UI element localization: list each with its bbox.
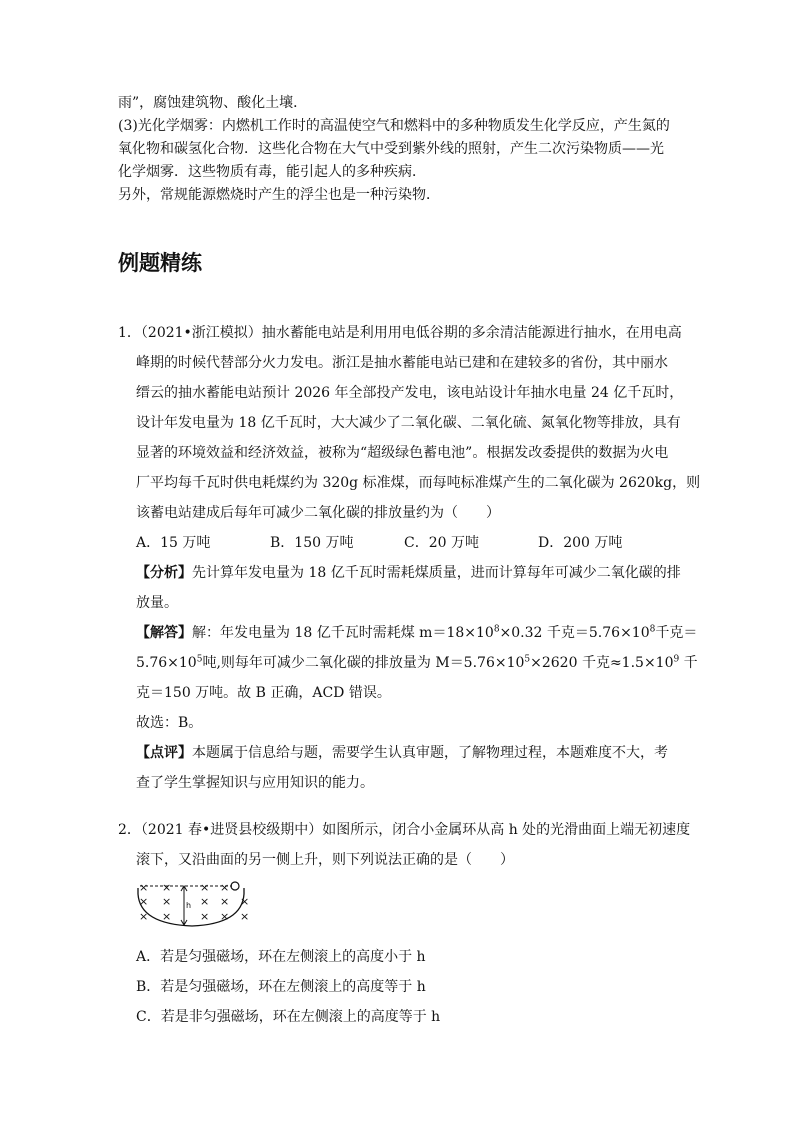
field-cross: ×: [200, 881, 210, 894]
answer-text: 解：年发电量为 18 亿千瓦时需耗煤 m＝18×10: [192, 625, 494, 641]
question-2-choices: [118, 942, 678, 1032]
field-cross: ×: [200, 910, 210, 923]
choose-line: 故选：B。: [136, 715, 203, 731]
comment-text: 本题属于信息给与题，需要学生认真审题，了解物理过程，本题难度不大，考: [192, 745, 668, 761]
answer-text: 千克＝: [655, 625, 698, 641]
field-cross: ×: [139, 881, 149, 894]
question-line: 该蓄电站建成后每年可减少二氧化碳的排放量约为（ ）: [136, 505, 500, 521]
field-cross: ×: [139, 910, 149, 923]
answer-line: 克＝150 万吨。故 B 正确，ACD 错误。: [136, 685, 391, 701]
analysis-text: 先计算年发电量为 18 亿千瓦时需耗煤质量，进而计算每年可减少二氧化碳的排: [192, 565, 681, 581]
option-d: D．200 万吨: [538, 535, 623, 551]
field-cross: ×: [200, 895, 210, 908]
field-cross: ×: [139, 895, 149, 908]
field-cross: ×: [240, 895, 250, 908]
exponent: 5: [196, 654, 203, 665]
answer-text: 吨,则每年可减少二氧化碳的排放量为 M＝5.76×10: [202, 655, 525, 671]
answer-text: 千: [679, 655, 698, 671]
section-title: 例题精练: [118, 251, 202, 275]
analysis-tag: 【分析】: [136, 565, 192, 581]
comment-tag: 【点评】: [136, 745, 192, 761]
choice-a: A．若是匀强磁场，环在左侧滚上的高度小于 h: [136, 949, 426, 965]
metal-ring: [231, 882, 239, 890]
field-cross: ×: [162, 881, 172, 894]
intro-text: [118, 92, 678, 207]
question-line: 设计年发电量为 18 亿千瓦时，大大减少了二氧化碳、二氧化硫、氮氧化物等排放，具有: [136, 415, 681, 431]
comment-line: [118, 738, 678, 768]
answer-line: [118, 648, 698, 678]
option-a: A．15 万吨: [136, 535, 211, 551]
field-cross: ×: [220, 895, 230, 908]
question-line: 厂平均每千瓦时供电耗煤约为 320g 标准煤，而每吨标准煤产生的二氧化碳为 2620kg，则: [136, 475, 701, 491]
question-line: 1．（2021•浙江模拟）抽水蓄能电站是利用用电低谷期的多余清洁能源进行抽水，在用电高: [118, 325, 682, 341]
analysis-line: 放量。: [136, 595, 178, 611]
option-c: C．20 万吨: [404, 535, 479, 551]
magnetic-field-figure: [136, 880, 256, 934]
answer-text: 5.76×10: [136, 655, 197, 671]
answer-text: ×2620 千克≈1.5×10: [530, 655, 674, 671]
question-2: [118, 815, 691, 875]
answer-tag: 【解答】: [136, 625, 192, 641]
option-b: B．150 万吨: [270, 535, 354, 551]
height-label: h: [186, 901, 192, 910]
intro-line: 氧化物和碳氢化合物．这些化合物在大气中受到紫外线的照射，产生二次污染物质——光: [118, 141, 664, 157]
field-cross: ×: [240, 910, 250, 923]
exponent: 8: [493, 624, 500, 635]
comment-line: 查了学生掌握知识与应用知识的能力。: [136, 775, 374, 791]
intro-line: 雨”，腐蚀建筑物、酸化土壤．: [118, 95, 308, 111]
choice-c: C．若是非匀强磁场，环在左侧滚上的高度等于 h: [136, 1009, 441, 1025]
analysis-line: [118, 558, 681, 588]
question-line: 滚下，又沿曲面的另一侧上升，则下列说法正确的是（ ）: [136, 852, 514, 868]
field-cross: ×: [220, 910, 230, 923]
intro-line: 化学烟雾．这些物质有毒，能引起人的多种疾病．: [118, 164, 426, 180]
question-line: 2．（2021 春•进贤县校级期中）如图所示，闭合小金属环从高 h 处的光滑曲面上端无初速度: [118, 822, 691, 838]
exponent: 8: [649, 624, 656, 635]
question-1: [118, 318, 701, 798]
option-list: [118, 528, 678, 558]
field-cross: ×: [162, 895, 172, 908]
answer-line: [118, 618, 698, 648]
field-cross: ×: [162, 910, 172, 923]
choice-b: B．若是匀强磁场，环在左侧滚上的高度等于 h: [136, 979, 426, 995]
intro-line: (3)光化学烟雾：内燃机工作时的高温使空气和燃料中的多种物质发生化学反应，产生氮的: [118, 118, 670, 134]
answer-text: ×0.32 千克＝5.76×10: [499, 625, 650, 641]
question-line: 显著的环境效益和经济效益，被称为“超级绿色蓄电池”。根据发改委提供的数据为火电: [136, 445, 669, 461]
question-line: 峰期的时候代替部分火力发电。浙江是抽水蓄能电站已建和在建较多的省份，其中丽水: [136, 355, 668, 371]
exponent: 5: [524, 654, 531, 665]
field-cross: ×: [220, 881, 230, 894]
intro-line: 另外，常规能源燃烧时产生的浮尘也是一种污染物．: [118, 187, 440, 203]
exponent: 9: [673, 654, 680, 665]
question-line: 缙云的抽水蓄能电站预计 2026 年全部投产发电，该电站设计年抽水电量 24 亿千瓦时，: [136, 385, 684, 401]
